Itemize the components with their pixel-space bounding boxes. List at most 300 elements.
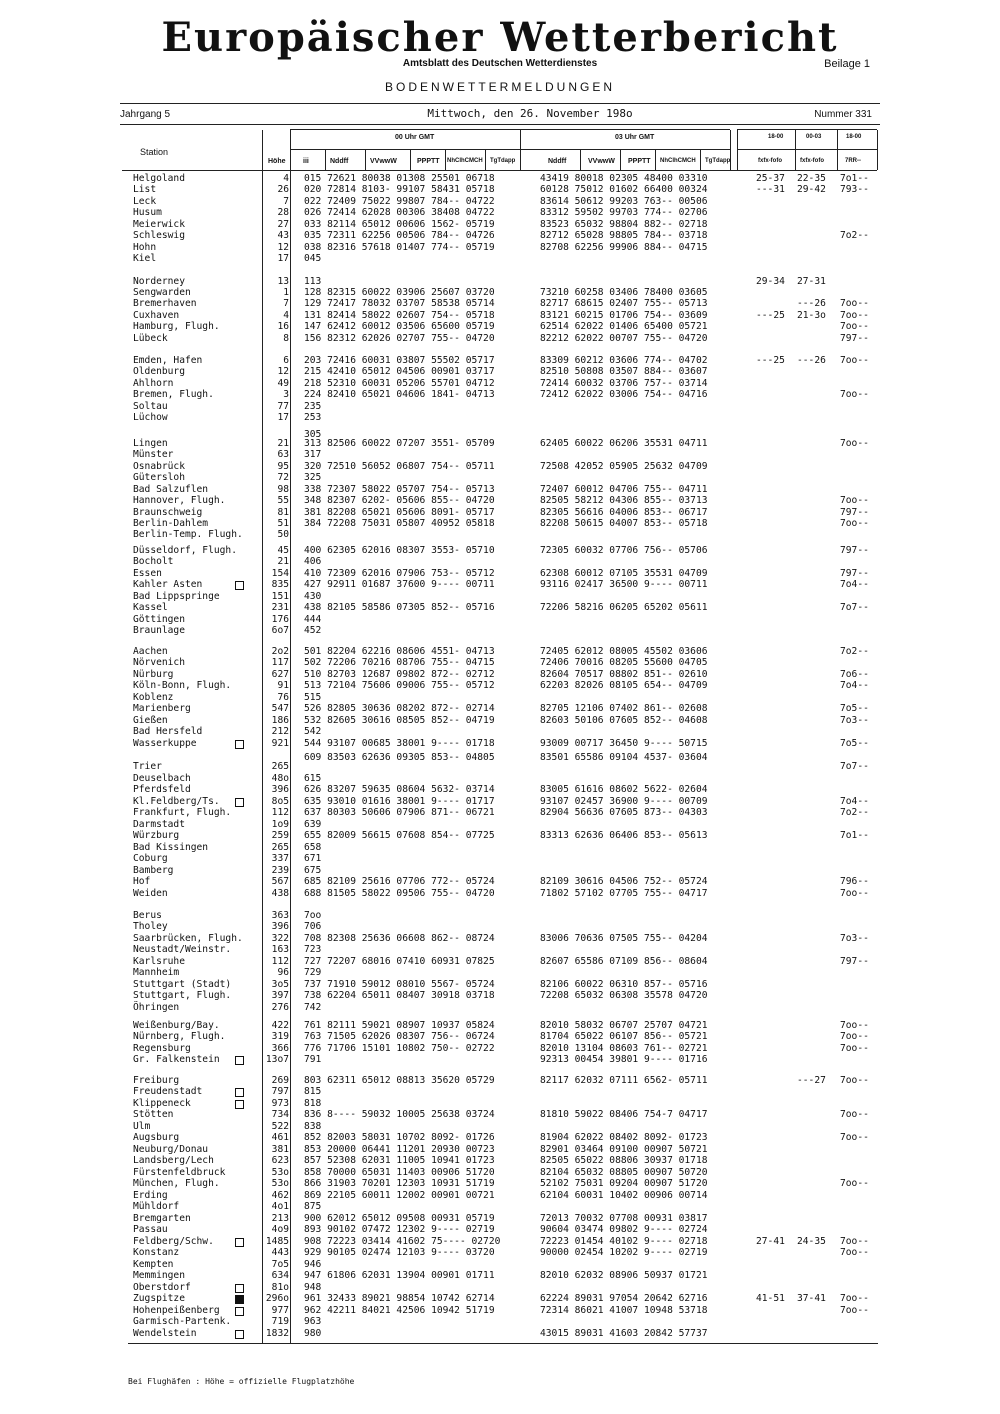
- obs-00-gmt: 818: [304, 1098, 322, 1109]
- station-height: 6: [283, 355, 289, 366]
- obs-00-gmt: 675: [304, 865, 322, 876]
- table-row: [0, 389, 1000, 401]
- precip-18-00: 7oo--: [840, 518, 869, 529]
- station-height: 27: [277, 219, 289, 230]
- table-row: [0, 449, 1000, 461]
- station-height: 186: [271, 715, 289, 726]
- station-height: 213: [271, 1213, 289, 1224]
- station-height: 6o7: [271, 625, 289, 636]
- obs-00-gmt: 384 72208 75031 05807 40952 05818: [304, 518, 495, 529]
- precip-18-00: 797--: [840, 545, 869, 556]
- table-row: [0, 807, 1000, 819]
- station-height: 363: [271, 910, 289, 921]
- grid-line: [655, 149, 656, 170]
- table-row: [0, 614, 1000, 626]
- station-name: Weißenburg/Bay.: [133, 1020, 220, 1031]
- station-height: 634: [271, 1270, 289, 1281]
- obs-00-gmt: 544 93107 00685 38001 9---- 01718: [304, 738, 495, 749]
- issue-date: Mittwoch, den 26. November 198o: [427, 107, 633, 120]
- station-height: 176: [271, 614, 289, 625]
- obs-00-gmt: 515: [304, 692, 322, 703]
- obs-00-gmt: 038 82316 57618 01407 774-- 05719: [304, 242, 495, 253]
- obs-00-gmt: 947 61806 62031 13904 00901 01711: [304, 1270, 495, 1281]
- station-height: 4o9: [271, 1224, 289, 1235]
- obs-00-gmt: 113: [304, 276, 322, 287]
- obs-03-gmt: 81704 65022 06107 856-- 05721: [540, 1031, 708, 1042]
- info-bar: [120, 107, 880, 123]
- grid-line: [410, 149, 411, 170]
- obs-03-gmt: 93107 02457 36900 9---- 00709: [540, 796, 708, 807]
- obs-03-gmt: 60128 75012 01602 66400 00324: [540, 184, 708, 195]
- obs-03-gmt: 81904 62022 08402 8092- 01723: [540, 1132, 708, 1143]
- table-row: [0, 1109, 1000, 1121]
- table-row: [0, 773, 1000, 785]
- obs-03-gmt: 83006 70636 07505 755-- 04204: [540, 933, 708, 944]
- station-height: 4o1: [271, 1201, 289, 1212]
- table-row: [0, 1167, 1000, 1179]
- station-name: Bad Salzuflen: [133, 484, 209, 495]
- station-height: 1485: [265, 1236, 289, 1247]
- precip-18-00: 7oo--: [840, 355, 869, 366]
- mountain-station-marker: [235, 1056, 244, 1065]
- col-c3: 18-00: [846, 134, 862, 140]
- station-name: Gießen: [133, 715, 168, 726]
- station-height: 319: [271, 1031, 289, 1042]
- grid-line: [128, 1343, 878, 1344]
- station-name: Passau: [133, 1224, 168, 1235]
- table-row: [0, 888, 1000, 900]
- precip-18-00: 793--: [840, 184, 869, 195]
- table-row: [0, 726, 1000, 738]
- grid-line: [700, 149, 701, 170]
- obs-00-gmt: 348 82307 6202- 05606 855-- 04720: [304, 495, 495, 506]
- station-height: 8: [283, 333, 289, 344]
- station-name: Deuselbach: [133, 773, 191, 784]
- table-row: [0, 556, 1000, 568]
- obs-00-gmt: 410 72309 62016 07906 753-- 05712: [304, 568, 495, 579]
- station-height: 151: [271, 591, 289, 602]
- obs-00-gmt: 875: [304, 1201, 322, 1212]
- station-height: 461: [271, 1132, 289, 1143]
- obs-00-gmt: 513 72104 75606 09006 755-- 05712: [304, 680, 495, 691]
- table-row: [0, 507, 1000, 519]
- precip-18-00: 7o4--: [840, 680, 869, 691]
- station-name: Göttingen: [133, 614, 185, 625]
- obs-00-gmt: 305: [304, 429, 322, 440]
- station-height: 163: [271, 944, 289, 955]
- station-height: 734: [271, 1109, 289, 1120]
- obs-00-gmt: 532 82605 30616 08505 852-- 04719: [304, 715, 495, 726]
- station-name: Braunschweig: [133, 507, 203, 518]
- grid-line: [325, 149, 326, 170]
- obs-00-gmt: 738 62204 65011 08407 30918 03718: [304, 990, 495, 1001]
- station-name: Lingen: [133, 438, 168, 449]
- station-name: Hof: [133, 876, 151, 887]
- obs-00-gmt: 526 82805 30636 08202 872-- 02714: [304, 703, 495, 714]
- station-name: Neustadt/Weinstr.: [133, 944, 232, 955]
- precip-18-00: 7oo--: [840, 1247, 869, 1258]
- station-height: 12: [277, 242, 289, 253]
- table-row: [0, 242, 1000, 254]
- station-name: Ulm: [133, 1121, 151, 1132]
- station-height: 259: [271, 830, 289, 841]
- table-row: [0, 366, 1000, 378]
- obs-00-gmt: 430: [304, 591, 322, 602]
- table-row: [0, 657, 1000, 669]
- precip-18-00: 7o2--: [840, 646, 869, 657]
- table-row: [0, 669, 1000, 681]
- table-row: [0, 1224, 1000, 1236]
- table-row: [0, 355, 1000, 367]
- obs-03-gmt: 62224 89031 97054 20642 62716: [540, 1293, 708, 1304]
- station-height: 49: [277, 378, 289, 389]
- obs-03-gmt: 82305 56616 04006 853-- 06717: [540, 507, 708, 518]
- station-name: Schleswig: [133, 230, 185, 241]
- station-height: 13o7: [265, 1054, 289, 1065]
- obs-00-gmt: 866 31903 70201 12303 10931 51719: [304, 1178, 495, 1189]
- station-name: Lüchow: [133, 412, 168, 423]
- obs-03-gmt: 82505 65022 08806 30937 01718: [540, 1155, 708, 1166]
- station-name: Hohenpeißenberg: [133, 1305, 220, 1316]
- col-nddff: Nddff: [330, 158, 349, 165]
- station-name: Landsberg/Lech: [133, 1155, 214, 1166]
- station-name: Bamberg: [133, 865, 174, 876]
- obs-03-gmt: 93116 02417 36500 9---- 00711: [540, 579, 708, 590]
- station-name: Tholey: [133, 921, 168, 932]
- obs-03-gmt: 82117 62032 07111 6562- 05711: [540, 1075, 708, 1086]
- station-height: 91: [277, 680, 289, 691]
- station-name: Klippeneck: [133, 1098, 191, 1109]
- station-name: Stuttgart (Stadt): [133, 979, 232, 990]
- station-height: 96: [277, 967, 289, 978]
- obs-00-gmt: 035 72311 62256 00506 784-- 04726: [304, 230, 495, 241]
- table-row: [0, 1236, 1000, 1248]
- obs-00-gmt: 235: [304, 401, 322, 412]
- station-height: 977: [271, 1305, 289, 1316]
- mountain-station-marker: [235, 1238, 244, 1247]
- jahrgang: Jahrgang 5: [120, 109, 171, 120]
- col-c1b: fxfx-fofo: [758, 158, 782, 164]
- station-name: Köln-Bonn, Flugh.: [133, 680, 232, 691]
- table-row: [0, 738, 1000, 750]
- mountain-station-marker: [235, 1088, 244, 1097]
- precip-18-00: 797--: [840, 568, 869, 579]
- table-row: [0, 625, 1000, 637]
- station-name: Marienberg: [133, 703, 191, 714]
- precip-18-00: 7oo--: [840, 1109, 869, 1120]
- obs-03-gmt: 82604 70517 08802 851-- 02610: [540, 669, 708, 680]
- mountain-station-marker: [235, 740, 244, 749]
- station-name: Ahlhorn: [133, 378, 174, 389]
- table-row: [0, 529, 1000, 541]
- precip-18-00: 7oo--: [840, 1178, 869, 1189]
- col-iii: iii: [303, 158, 309, 165]
- table-row: [0, 1121, 1000, 1133]
- table-row: [0, 1054, 1000, 1066]
- station-name: Zugspitze: [133, 1293, 185, 1304]
- obs-00-gmt: 015 72621 80038 01308 25501 06718: [304, 173, 495, 184]
- precip-18-00: 7oo--: [840, 1031, 869, 1042]
- obs-00-gmt: 338 72307 58022 05707 754-- 05713: [304, 484, 495, 495]
- station-height: 973: [271, 1098, 289, 1109]
- obs-00-gmt: 671: [304, 853, 322, 864]
- obs-00-gmt: 761 82111 59021 08907 10937 05824: [304, 1020, 495, 1031]
- precip-18-00: 7oo--: [840, 298, 869, 309]
- obs-00-gmt: 929 90105 02474 12103 9---- 03720: [304, 1247, 495, 1258]
- obs-03-gmt: 62203 82026 08105 654-- 04709: [540, 680, 708, 691]
- obs-00-gmt: 510 82703 12687 09802 872-- 02712: [304, 669, 495, 680]
- precip-18-00: 7oo--: [840, 1293, 869, 1304]
- station-height: 322: [271, 933, 289, 944]
- obs-03-gmt: 72406 70016 08205 55600 04705: [540, 657, 708, 668]
- section-title: BODENWETTERMELDUNGEN: [384, 80, 615, 94]
- obs-03-gmt: 62405 60022 06206 35531 04711: [540, 438, 708, 449]
- station-name: Norderney: [133, 276, 185, 287]
- station-name: Koblenz: [133, 692, 174, 703]
- precip-18-00: 7o5--: [840, 703, 869, 714]
- station-name: Hannover, Flugh.: [133, 495, 226, 506]
- station-height: 7o5: [271, 1259, 289, 1270]
- table-row: [0, 692, 1000, 704]
- table-row: [0, 1144, 1000, 1156]
- obs-00-gmt: 853 20000 06441 11201 20930 00723: [304, 1144, 495, 1155]
- station-height: 438: [271, 888, 289, 899]
- precip-18-00: 7oo--: [840, 310, 869, 321]
- station-height: 1: [283, 287, 289, 298]
- obs-03-gmt: 72208 65032 06308 35578 04720: [540, 990, 708, 1001]
- obs-03-gmt: 83523 65032 98804 882-- 02718: [540, 219, 708, 230]
- obs-00-gmt: 615: [304, 773, 322, 784]
- table-row: [0, 412, 1000, 424]
- grid-line: [877, 130, 878, 170]
- station-name: Mannheim: [133, 967, 180, 978]
- station-name: Wasserkuppe: [133, 738, 197, 749]
- obs-00-gmt: 156 82312 62026 02707 755-- 04720: [304, 333, 495, 344]
- obs-03-gmt: 81810 59022 08406 754-7 04717: [540, 1109, 708, 1120]
- grid-line: [837, 130, 838, 170]
- station-name: Memmingen: [133, 1270, 185, 1281]
- station-name: Freiburg: [133, 1075, 180, 1086]
- col-tt: TgTdapp: [490, 158, 516, 164]
- obs-03-gmt: 72206 58216 06205 65202 05611: [540, 602, 708, 613]
- station-height: 8o5: [271, 796, 289, 807]
- obs-03-gmt: 71802 57102 07705 755-- 04717: [540, 888, 708, 899]
- gust-00-03: 22-35: [797, 173, 826, 184]
- table-row: [0, 518, 1000, 530]
- table-row: [0, 1178, 1000, 1190]
- obs-00-gmt: 946: [304, 1259, 322, 1270]
- obs-00-gmt: 706: [304, 921, 322, 932]
- col-nh: NhClhCMCH: [447, 158, 483, 164]
- table-row: [0, 253, 1000, 265]
- table-row: [0, 1293, 1000, 1305]
- table-row: [0, 761, 1000, 773]
- obs-00-gmt: 961 32433 89021 98854 10742 62714: [304, 1293, 495, 1304]
- col-time-00: 00 Uhr GMT: [395, 134, 435, 141]
- issue-number: Nummer 331: [814, 109, 872, 120]
- station-height: 112: [271, 807, 289, 818]
- precip-18-00: 797--: [840, 507, 869, 518]
- table-row: [0, 921, 1000, 933]
- obs-00-gmt: 742: [304, 1002, 322, 1013]
- obs-00-gmt: 637 80303 50606 07906 871-- 06721: [304, 807, 495, 818]
- gust-00-03: ---27: [797, 1075, 826, 1086]
- mountain-station-marker: [235, 1100, 244, 1109]
- table-row: [0, 979, 1000, 991]
- station-height: 77: [277, 401, 289, 412]
- station-name: Stötten: [133, 1109, 174, 1120]
- precip-18-00: 796--: [840, 876, 869, 887]
- col-ppptt-03: PPPTT: [628, 158, 651, 165]
- obs-00-gmt: 635 93010 01616 38001 9---- 01717: [304, 796, 495, 807]
- gust-00-03: 21-3o: [797, 310, 826, 321]
- gust-18-00: 27-41: [756, 1236, 785, 1247]
- obs-00-gmt: 963: [304, 1316, 322, 1327]
- table-row: [0, 865, 1000, 877]
- station-height: 4: [283, 173, 289, 184]
- station-height: 50: [277, 529, 289, 540]
- obs-03-gmt: 83614 50612 99203 763-- 00506: [540, 196, 708, 207]
- station-height: 567: [271, 876, 289, 887]
- station-height: 337: [271, 853, 289, 864]
- obs-00-gmt: 131 82414 58022 02607 754-- 05718: [304, 310, 495, 321]
- station-height: 381: [271, 1144, 289, 1155]
- station-name: Oberstdorf: [133, 1282, 191, 1293]
- station-name: Feldberg/Schw.: [133, 1236, 214, 1247]
- obs-00-gmt: 400 62305 62016 08307 3553- 05710: [304, 545, 495, 556]
- obs-03-gmt: 83312 59502 99703 774-- 02706: [540, 207, 708, 218]
- station-height: 3o5: [271, 979, 289, 990]
- station-name: Aachen: [133, 646, 168, 657]
- obs-00-gmt: 542: [304, 726, 322, 737]
- station-height: 623: [271, 1155, 289, 1166]
- station-name: Mühldorf: [133, 1201, 180, 1212]
- station-name: Kl.Feldberg/Ts.: [133, 796, 220, 807]
- station-name: Osnabrück: [133, 461, 185, 472]
- gust-00-03: 37-41: [797, 1293, 826, 1304]
- station-name: Darmstadt: [133, 819, 185, 830]
- table-row: [0, 1213, 1000, 1225]
- table-row: [0, 1132, 1000, 1144]
- col-vvwww: VVwwW: [370, 158, 397, 165]
- obs-00-gmt: 7oo: [304, 910, 322, 921]
- infobar-rule: [120, 124, 880, 125]
- table-row: [0, 184, 1000, 196]
- gust-00-03: ---26: [797, 298, 826, 309]
- obs-03-gmt: 92313 00454 39801 9---- 01716: [540, 1054, 708, 1065]
- station-name: Gr. Falkenstein: [133, 1054, 220, 1065]
- obs-00-gmt: 325: [304, 472, 322, 483]
- precip-18-00: 7o3--: [840, 933, 869, 944]
- station-name: Berus: [133, 910, 162, 921]
- obs-03-gmt: 52102 75031 09204 00907 51720: [540, 1178, 708, 1189]
- station-height: 265: [271, 842, 289, 853]
- obs-00-gmt: 020 72814 8103- 99107 58431 05718: [304, 184, 495, 195]
- station-name: Lübeck: [133, 333, 168, 344]
- page-title: Europäischer Wetterbericht: [161, 14, 839, 61]
- obs-03-gmt: 83313 62636 06406 853-- 05613: [540, 830, 708, 841]
- gust-18-00: 29-34: [756, 276, 785, 287]
- table-row: [0, 1020, 1000, 1032]
- gust-18-00: 25-37: [756, 173, 785, 184]
- table-row: [0, 401, 1000, 413]
- obs-00-gmt: 838: [304, 1121, 322, 1132]
- table-row: [0, 703, 1000, 715]
- mountain-station-marker: [235, 1330, 244, 1339]
- station-height: 45: [277, 545, 289, 556]
- obs-03-gmt: 82010 58032 06707 25707 04721: [540, 1020, 708, 1031]
- station-name: Hamburg, Flugh.: [133, 321, 220, 332]
- station-name: Saarbrücken, Flugh.: [133, 933, 243, 944]
- station-height: 53o: [271, 1178, 289, 1189]
- mountain-station-marker: [235, 1284, 244, 1293]
- table-row: [0, 715, 1000, 727]
- station-height: 522: [271, 1121, 289, 1132]
- obs-03-gmt: 82109 30616 04506 752-- 05724: [540, 876, 708, 887]
- station-name: Berlin-Temp. Flugh.: [133, 529, 243, 540]
- obs-03-gmt: 82901 03464 09100 00907 50721: [540, 1144, 708, 1155]
- station-name: München, Flugh.: [133, 1178, 220, 1189]
- grid-line: [737, 129, 877, 130]
- station-height: 154: [271, 568, 289, 579]
- table-row: [0, 495, 1000, 507]
- obs-03-gmt: 83501 65586 09104 4537- 03604: [540, 752, 708, 763]
- station-height: 1832: [265, 1328, 289, 1339]
- obs-03-gmt: 83121 60215 01706 754-- 03609: [540, 310, 708, 321]
- obs-00-gmt: 815: [304, 1086, 322, 1097]
- obs-00-gmt: 224 82410 65021 04606 1841- 04713: [304, 389, 495, 400]
- obs-00-gmt: 203 72416 60031 03807 55502 05717: [304, 355, 495, 366]
- station-height: 63: [277, 449, 289, 460]
- col-nh-03: NhClhCMCH: [660, 158, 696, 164]
- precip-18-00: 7oo--: [840, 1020, 869, 1031]
- precip-18-00: 7oo--: [840, 438, 869, 449]
- station-name: Nörvenich: [133, 657, 185, 668]
- mountain-station-marker: [235, 1295, 244, 1304]
- station-name: Bad Hersfeld: [133, 726, 203, 737]
- precip-18-00: 7o5--: [840, 738, 869, 749]
- col-nddff-03: Nddff: [548, 158, 567, 165]
- obs-03-gmt: 62104 60031 10402 00906 00714: [540, 1190, 708, 1201]
- station-height: 12: [277, 366, 289, 377]
- table-row: [0, 298, 1000, 310]
- col-c2: 00-03: [806, 134, 822, 140]
- obs-03-gmt: 62514 62022 01406 65400 05721: [540, 321, 708, 332]
- obs-00-gmt: 948: [304, 1282, 322, 1293]
- grid-line: [290, 129, 730, 130]
- obs-00-gmt: 406: [304, 556, 322, 567]
- table-row: [0, 1002, 1000, 1014]
- gust-00-03: 24-35: [797, 1236, 826, 1247]
- obs-00-gmt: 708 82308 25636 06608 862-- 08724: [304, 933, 495, 944]
- station-name: Pferdsfeld: [133, 784, 191, 795]
- precip-18-00: 7o3--: [840, 715, 869, 726]
- table-row: [0, 310, 1000, 322]
- precip-18-00: 7o4--: [840, 796, 869, 807]
- table-row: [0, 910, 1000, 922]
- table-row: [0, 219, 1000, 231]
- obs-03-gmt: 82712 65028 98805 784-- 03718: [540, 230, 708, 241]
- table-row: [0, 196, 1000, 208]
- obs-00-gmt: 858 70000 65031 11403 00906 51720: [304, 1167, 495, 1178]
- obs-03-gmt: 72305 60032 07706 756-- 05706: [540, 545, 708, 556]
- station-height: 4: [283, 310, 289, 321]
- table-row: [0, 944, 1000, 956]
- top-rule: [120, 103, 880, 104]
- station-name: Bremerhaven: [133, 298, 197, 309]
- obs-00-gmt: 129 72417 78032 03707 58538 05714: [304, 298, 495, 309]
- col-c2b: fxfx-fofo: [800, 158, 824, 164]
